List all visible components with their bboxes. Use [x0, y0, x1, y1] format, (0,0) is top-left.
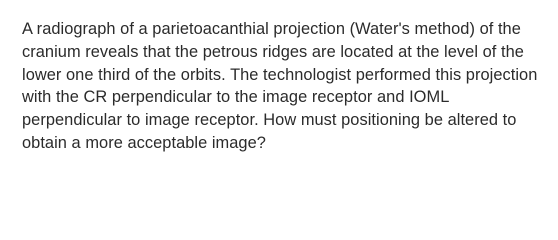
question-text: A radiograph of a parietoacanthial projection (Water's method) of the cranium reveals that the petrous ridges are located at the level of the lower one third of the orbits. The technologist performed this projection with the CR perpendicular to the image receptor and IOML perpendicular to image receptor. How must positioning be altered to obtain a more acceptable image? — [22, 20, 538, 152]
